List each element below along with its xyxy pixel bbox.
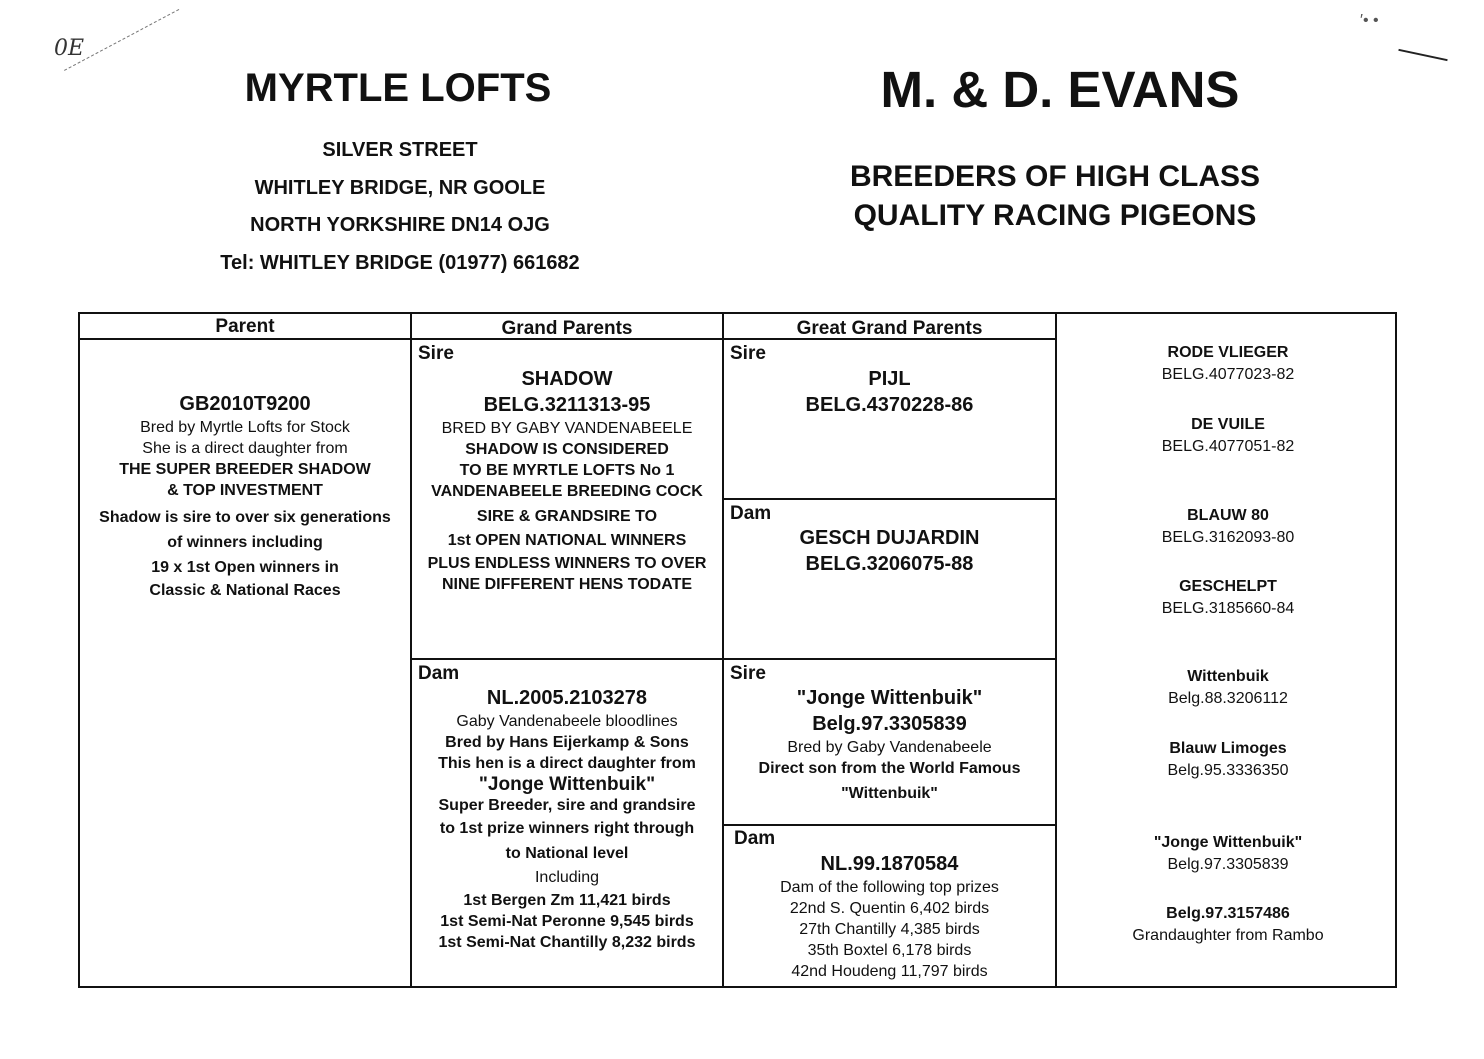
- gp-sire-line: 1st OPEN NATIONAL WINNERS: [447, 532, 687, 549]
- gp-dam-line: to National level: [505, 845, 629, 862]
- gp-dam-cell: [412, 685, 722, 953]
- address-line: SILVER STREET: [322, 139, 478, 161]
- gp-dam-line: 1st Semi-Nat Chantilly 8,232 birds: [438, 934, 696, 951]
- ancestor-name: Belg.97.3157486: [1166, 905, 1290, 922]
- loft-name: MYRTLE LOFTS: [244, 66, 552, 110]
- gp-sire-line: NINE DIFFERENT HENS TODATE: [441, 576, 693, 593]
- tagline: BREEDERS OF HIGH CLASS: [849, 160, 1261, 193]
- gp-sire-line: SHADOW IS CONSIDERED: [465, 441, 669, 458]
- ancestor-entry: [1060, 576, 1396, 620]
- gp-sire-ring: BELG.3211313-95: [483, 394, 651, 416]
- ancestor-entry: [1060, 505, 1396, 549]
- telephone: Tel: WHITLEY BRIDGE (01977) 661682: [220, 252, 580, 274]
- ggp-dam-dam-ring: NL.99.1870584: [820, 853, 959, 875]
- ggp-sire-sire-name: PIJL: [868, 368, 911, 390]
- gp-sire-label: Sire: [418, 343, 454, 364]
- ggp-dam-dam-cell: [724, 851, 1055, 982]
- parent-line: She is a direct daughter from: [142, 440, 348, 457]
- ancestor-name: Wittenbuik: [1187, 668, 1269, 685]
- ancestor-ring: BELG.3185660-84: [1161, 600, 1295, 617]
- ggp-sire-sire-label: Sire: [730, 343, 766, 364]
- gp-sire-line: BRED BY GABY VANDENABEELE: [441, 420, 693, 437]
- ancestor-name: "Jonge Wittenbuik": [1153, 834, 1303, 851]
- ancestor-ring: BELG.4077023-82: [1161, 366, 1295, 383]
- gp-dam-ring: NL.2005.2103278: [486, 687, 648, 709]
- parent-cell: [80, 391, 410, 601]
- parent-line: & TOP INVESTMENT: [167, 482, 323, 499]
- parent-line: THE SUPER BREEDER SHADOW: [119, 461, 371, 478]
- address-line: NORTH YORKSHIRE DN14 OJG: [250, 214, 550, 236]
- ancestor-ring: Belg.97.3305839: [1167, 856, 1289, 873]
- handwritten-mark: 0E: [54, 36, 85, 61]
- ggp-dam-sire-line: Bred by Gaby Vandenabeele: [787, 739, 992, 756]
- parent-line: 19 x 1st Open winners in: [151, 559, 339, 576]
- parent-line: Shadow is sire to over six generations: [99, 509, 391, 526]
- header-grand-parents: Grand Parents: [501, 318, 633, 339]
- gp-sire-cell: [412, 366, 722, 595]
- ggp-dam-dam-line: 42nd Houdeng 11,797 birds: [791, 963, 988, 980]
- parent-line: Classic & National Races: [149, 582, 341, 599]
- gp-dam-line: to 1st prize winners right through: [439, 820, 695, 837]
- ggp-dam-sire-line: Direct son from the World Famous: [758, 760, 1021, 777]
- gp-sire-line: SIRE & GRANDSIRE TO: [476, 508, 658, 525]
- ggp-dam-dam-line: 35th Boxtel 6,178 birds: [807, 942, 972, 959]
- ggp-dam-dam-line: Dam of the following top prizes: [780, 879, 999, 896]
- corner-scribble: ′• •: [1360, 12, 1379, 29]
- ancestor-entry: [1060, 903, 1396, 947]
- gp-dam-line: This hen is a direct daughter from: [438, 755, 696, 772]
- address-line: WHITLEY BRIDGE, NR GOOLE: [254, 177, 546, 199]
- ggp-dam-sire-ring: Belg.97.3305839: [812, 713, 967, 735]
- gp-dam-line: Including: [534, 869, 600, 886]
- ancestor-name: Blauw Limoges: [1169, 740, 1287, 757]
- parent-ring: GB2010T9200: [179, 393, 311, 415]
- gp-dam-line: Gaby Vandenabeele bloodlines: [456, 713, 678, 730]
- ancestor-name: GESCHELPT: [1179, 578, 1277, 595]
- ggp-sire-dam-ring: BELG.3206075-88: [805, 553, 974, 575]
- ancestor-name: RODE VLIEGER: [1167, 344, 1289, 361]
- ancestor-name: DE VUILE: [1191, 416, 1265, 433]
- corner-dash: [1398, 49, 1447, 61]
- tagline: QUALITY RACING PIGEONS: [853, 199, 1257, 232]
- gp-dam-line: 1st Semi-Nat Peronne 9,545 birds: [440, 913, 694, 930]
- ancestor-entry: [1060, 832, 1396, 876]
- ggp-sire-dam-label: Dam: [730, 503, 772, 524]
- owner-name: M. & D. EVANS: [880, 61, 1240, 118]
- ancestor-name: BLAUW 80: [1187, 507, 1269, 524]
- ggp-sire-dam-cell: [724, 525, 1055, 577]
- ancestor-ring: BELG.3162093-80: [1161, 529, 1295, 546]
- ggp-dam-sire-name: "Jonge Wittenbuik": [796, 687, 983, 709]
- ggp-sire-sire-cell: [724, 366, 1055, 418]
- header-parent: Parent: [215, 316, 275, 337]
- ggp-dam-dam-line: 22nd S. Quentin 6,402 birds: [789, 900, 990, 917]
- ancestor-ring: Grandaughter from Rambo: [1132, 927, 1324, 944]
- parent-line: Bred by Myrtle Lofts for Stock: [140, 419, 350, 436]
- header-great-grand-parents: Great Grand Parents: [796, 318, 983, 339]
- gp-sire-line: VANDENABEELE BREEDING COCK: [431, 483, 703, 500]
- gp-dam-label: Dam: [418, 663, 460, 684]
- parent-line: of winners including: [167, 534, 323, 551]
- gp-sire-line: PLUS ENDLESS WINNERS TO OVER: [427, 555, 707, 572]
- ggp-dam-sire-label: Sire: [730, 663, 766, 684]
- ancestor-ring: Belg.95.3336350: [1167, 762, 1289, 779]
- ggp-dam-dam-line: 27th Chantilly 4,385 birds: [799, 921, 980, 938]
- ggp-sire-sire-ring: BELG.4370228-86: [805, 394, 974, 416]
- gp-dam-line: "Jonge Wittenbuik": [478, 774, 656, 795]
- ggp-dam-dam-label: Dam: [734, 828, 776, 849]
- ancestor-entry: [1060, 666, 1396, 710]
- ggp-dam-sire-line: "Wittenbuik": [841, 785, 938, 802]
- gp-sire-line: TO BE MYRTLE LOFTS No 1: [459, 462, 675, 479]
- ancestor-ring: Belg.88.3206112: [1168, 690, 1288, 707]
- gp-dam-line: 1st Bergen Zm 11,421 birds: [463, 892, 671, 909]
- ancestor-ring: BELG.4077051-82: [1161, 438, 1295, 455]
- ancestor-entry: [1060, 342, 1396, 386]
- ggp-dam-sire-cell: [724, 685, 1055, 804]
- ancestor-entry: [1060, 414, 1396, 458]
- gp-sire-name: SHADOW: [521, 368, 613, 390]
- ancestor-entry: [1060, 738, 1396, 782]
- ggp-sire-dam-name: GESCH DUJARDIN: [799, 527, 980, 549]
- gp-dam-line: Bred by Hans Eijerkamp & Sons: [445, 734, 689, 751]
- gp-dam-line: Super Breeder, sire and grandsire: [438, 797, 696, 814]
